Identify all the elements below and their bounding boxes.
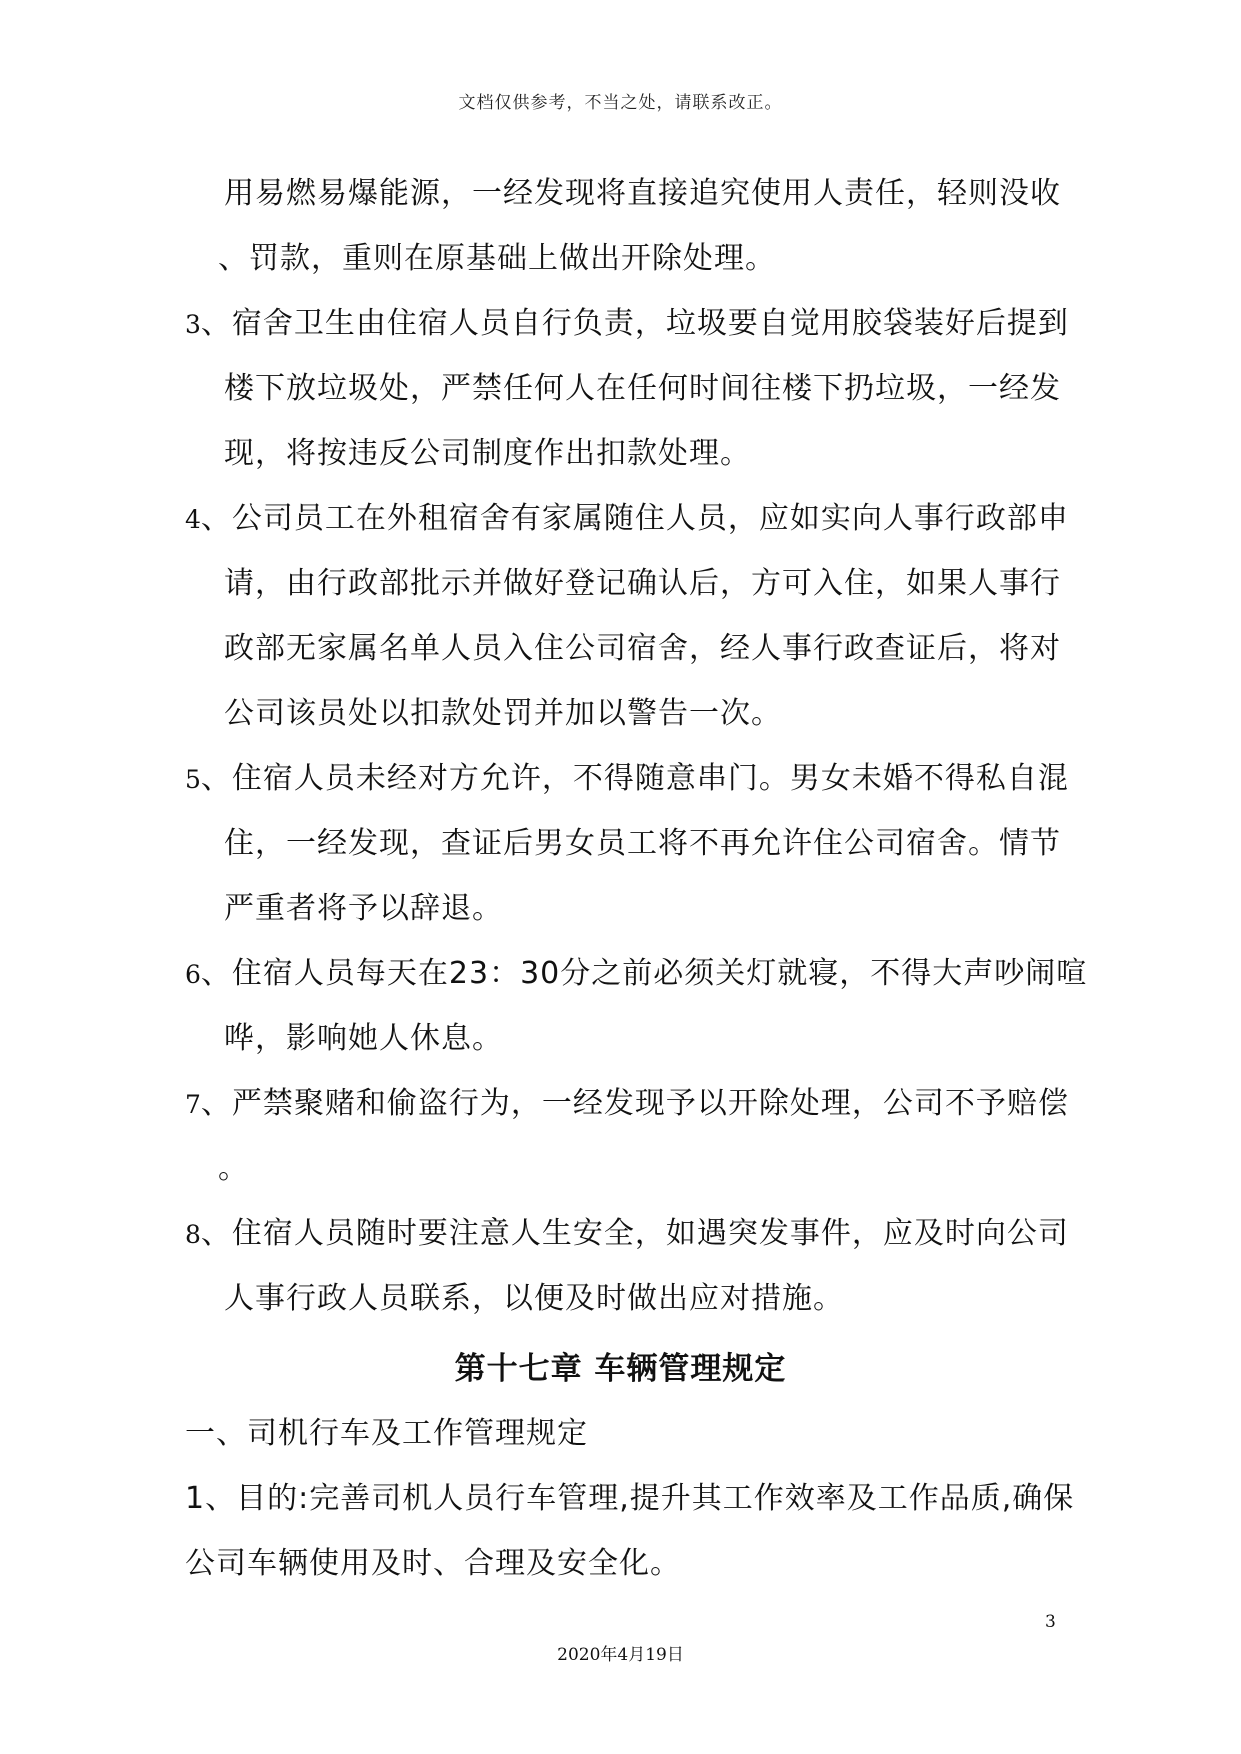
list-item-7-line-2: 。 [218, 1151, 249, 1186]
list-item-6-text: 住宿人员每天在23：30分之前必须关灯就寝，不得大声吵闹喧 [231, 956, 1088, 991]
list-item-7-number: 7 [185, 1090, 201, 1119]
list-item-5-first-line [185, 753, 1069, 797]
item-separator: 、 [200, 501, 232, 536]
list-item-8-text: 住宿人员随时要注意人生安全，如遇突发事件，应及时向公司 [231, 1216, 1069, 1251]
list-item-5-line-3: 严重者将予以辞退。 [224, 891, 503, 926]
list-item-4-first-line [185, 493, 1069, 537]
list-item-8-first-line [185, 1208, 1069, 1252]
list-item-8-line-2: 人事行政人员联系，以便及时做出应对措施。 [224, 1281, 844, 1316]
list-item-5-line-2: 住，一经发现，查证后男女员工将不再允许住公司宿舍。情节 [224, 826, 1061, 861]
item-separator: 、 [200, 1216, 232, 1251]
list-item-3-text: 宿舍卫生由住宿人员自行负责，垃圾要自觉用胶袋装好后提到 [231, 306, 1069, 341]
purpose-line-1: 1、目的:完善司机人员行车管理,提升其工作效率及工作品质,确保 [185, 1481, 1075, 1516]
list-item-3-line-2: 楼下放垃圾处，严禁任何人在任何时间往楼下扔垃圾，一经发 [224, 371, 1061, 406]
list-item-4-line-4: 公司该员处以扣款处罚并加以警告一次。 [224, 696, 782, 731]
list-item-8-number: 8 [185, 1220, 201, 1249]
list-item-4-line-2: 请，由行政部批示并做好登记确认后，方可入住，如果人事行 [224, 566, 1061, 601]
list-item-4-text: 公司员工在外租宿舍有家属随住人员，应如实向人事行政部申 [231, 501, 1069, 536]
chapter-title: 第十七章 车辆管理规定 [454, 1351, 787, 1387]
list-item-7-text: 严禁聚赌和偷盗行为，一经发现予以开除处理，公司不予赔偿 [231, 1086, 1069, 1121]
item-separator: 、 [200, 761, 232, 796]
footer-date: 2020年4月19日 [557, 1645, 684, 1665]
list-item-6-number: 6 [185, 960, 201, 989]
list-item-4-line-3: 政部无家属名单人员入住公司宿舍，经人事行政查证后，将对 [224, 631, 1061, 666]
page-number: 3 [1045, 1612, 1056, 1632]
purpose-line-2: 公司车辆使用及时、合理及安全化。 [185, 1546, 681, 1581]
continuation-line-1: 用易燃易爆能源，一经发现将直接追究使用人责任，轻则没收 [224, 176, 1061, 211]
item-separator: 、 [200, 306, 232, 341]
item-separator: 、 [200, 956, 232, 991]
list-item-5-number: 5 [185, 765, 201, 794]
list-item-3-line-3: 现，将按违反公司制度作出扣款处理。 [224, 436, 751, 471]
list-item-5-text: 住宿人员未经对方允许，不得随意串门。男女未婚不得私自混 [231, 761, 1069, 796]
item-separator: 、 [200, 1086, 232, 1121]
header-note: 文档仅供参考，不当之处，请联系改正。 [458, 93, 783, 113]
section-heading: 一、司机行车及工作管理规定 [185, 1416, 588, 1451]
list-item-3-number: 3 [185, 310, 201, 339]
list-item-3-first-line [185, 298, 1069, 342]
list-item-6-first-line [185, 948, 1087, 992]
list-item-7-first-line [185, 1078, 1069, 1122]
list-item-6-line-2: 哗，影响她人休息。 [224, 1021, 503, 1056]
list-item-4-number: 4 [185, 505, 201, 534]
continuation-line-2: 、罚款，重则在原基础上做出开除处理。 [218, 241, 776, 276]
